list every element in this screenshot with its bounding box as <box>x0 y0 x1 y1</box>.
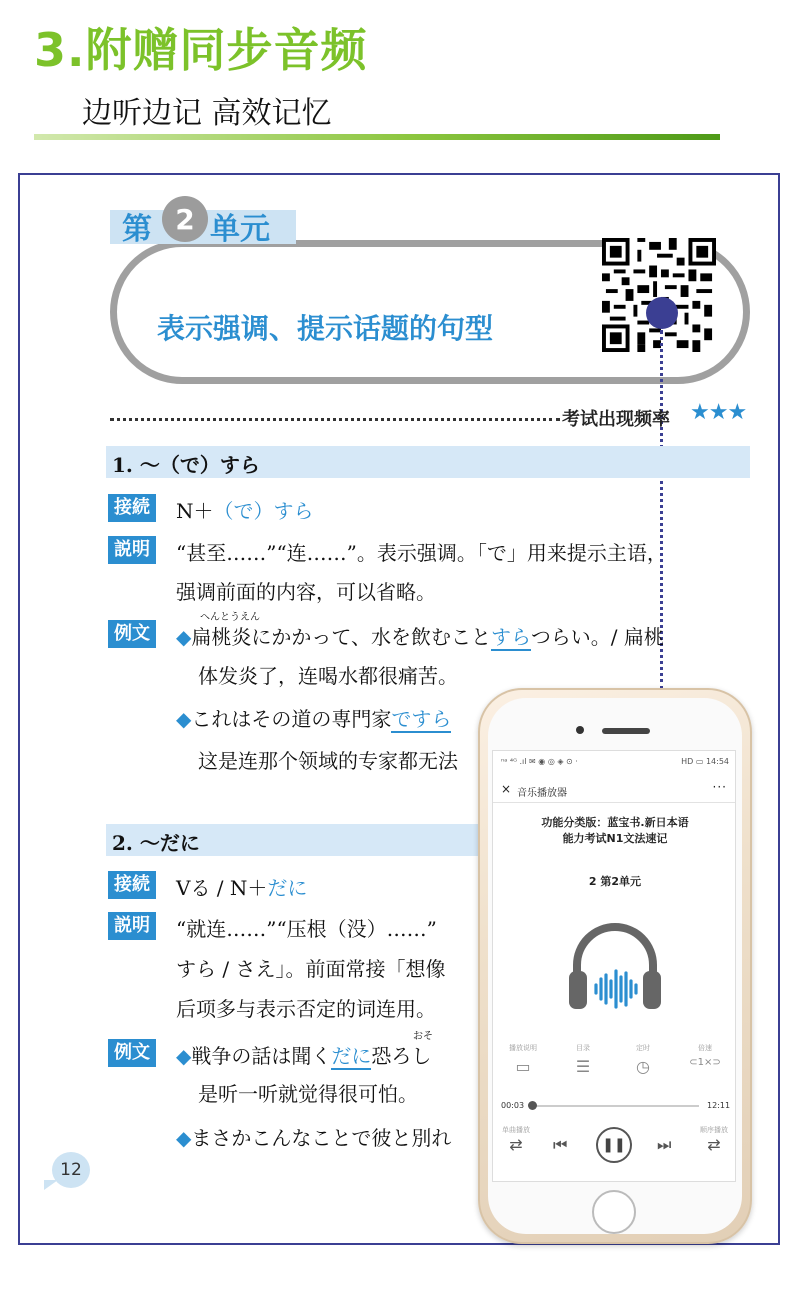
repeat-icon: ⇄ <box>509 1135 523 1154</box>
more-icon[interactable]: ··· <box>712 780 727 794</box>
jiezoku-pattern: （で）すら <box>213 499 314 523</box>
section-2-setsumei-line3: 后项多与表示否定的词连用。 <box>176 997 436 1021</box>
order-play-button[interactable]: 顺序播放 ⇄ <box>700 1126 728 1154</box>
play-instructions-button[interactable]: 播放说明 ▭ <box>501 1043 545 1076</box>
playback-row <box>493 1127 736 1171</box>
unit-number-badge: 2 <box>162 196 208 242</box>
section-1-example-1: ◆扁桃炎にかかって、水を飲むことすらつらい。/ 扁桃 <box>176 625 664 649</box>
current-time: 00:03 <box>501 1101 525 1110</box>
qr-code-icon <box>602 238 716 352</box>
headphones-icon <box>563 913 667 1017</box>
unit-suffix: 单元 <box>210 212 270 247</box>
section-2-ex1-ruby: おそ <box>413 1031 433 1042</box>
section-2-setsumei-line1: “就连……”“压根（没）……” <box>176 917 437 941</box>
header-divider <box>34 134 720 140</box>
app-bar <box>493 777 736 803</box>
section-2-setsumei-line2: すら / さえ」。前面常接「想像 <box>176 957 446 981</box>
section-2-example-1-translation: 是听一听就觉得很可怕。 <box>198 1082 418 1106</box>
progress-bar[interactable] <box>531 1105 699 1107</box>
section-1-setsumei-line1: “甚至……”“连……”。表示强调。「で」用来提示主语， <box>176 541 667 565</box>
catalog-button[interactable]: 目录 ☰ <box>561 1043 605 1076</box>
diamond-bullet-icon: ◆ <box>176 625 192 649</box>
page-header-title: 3.附赠同步音频 <box>34 23 368 77</box>
speed-icon: ⊂1×⊃ <box>689 1057 721 1068</box>
unit-topic: 表示强调、提示话题的句型 <box>157 312 494 345</box>
page-number: 12 <box>52 1152 90 1188</box>
single-loop-button[interactable]: 单曲播放 ⇄ <box>502 1126 530 1154</box>
section-2-jiezoku <box>176 872 307 901</box>
previous-icon[interactable]: ⏮ <box>553 1135 568 1154</box>
section-1-jiezoku-label: 接続 <box>108 494 156 522</box>
diamond-bullet-icon: ◆ <box>176 1126 192 1150</box>
keyword: だに <box>331 1044 372 1068</box>
total-time: 12:11 <box>707 1101 731 1110</box>
section-1-example-2-translation: 这是连那个领域的专家都无法 <box>198 749 458 773</box>
pause-button[interactable]: ❚❚ <box>596 1127 632 1163</box>
progress-knob[interactable] <box>528 1101 537 1110</box>
message-icon: ▭ <box>515 1057 531 1076</box>
diamond-bullet-icon: ◆ <box>176 1044 192 1068</box>
speed-button[interactable]: 倍速 ⊂1×⊃ <box>683 1043 727 1068</box>
jiezoku-n: Vる / N＋ <box>176 876 268 900</box>
section-1-reibun-label: 例文 <box>108 620 156 648</box>
diamond-bullet-icon: ◆ <box>176 707 192 731</box>
section-1-heading: 1. ～（で）すら <box>106 446 750 478</box>
keyword: すら <box>491 625 531 649</box>
speaker-grille <box>602 728 650 734</box>
section-1-ex1-ruby: へんとうえん <box>200 612 260 623</box>
frequency-label: 考试出现频率 <box>562 409 670 430</box>
section-2-setsumei-label: 説明 <box>108 912 156 940</box>
frequency-stars: ★★★ <box>690 400 747 425</box>
player-controls <box>493 1043 736 1079</box>
next-icon[interactable]: ⏭ <box>657 1135 672 1154</box>
jiezoku-pattern: だに <box>267 876 308 900</box>
section-2-reibun-label: 例文 <box>108 1039 156 1067</box>
section-2-heading: 2. ～だに <box>106 824 750 856</box>
section-2-jiezoku-label: 接続 <box>108 871 156 899</box>
section-1-jiezoku <box>176 495 314 524</box>
track-title: 2 第2单元 <box>588 875 642 888</box>
section-1-setsumei-label: 説明 <box>108 536 156 564</box>
qr-code[interactable] <box>602 238 716 352</box>
camera-icon <box>576 726 584 734</box>
section-1-example-1-translation: 体发炎了，连喝水都很痛苦。 <box>198 664 458 688</box>
jiezoku-n: N＋ <box>176 499 214 523</box>
unit-prefix: 第 <box>122 212 152 247</box>
keyword: ですら <box>391 707 452 731</box>
list-icon: ☰ <box>575 1057 591 1076</box>
qr-marker-dot <box>646 297 678 329</box>
status-bar <box>493 751 736 777</box>
home-button[interactable] <box>592 1190 636 1234</box>
timer-button[interactable]: 定时 ◷ <box>621 1043 665 1076</box>
close-icon[interactable]: × <box>501 782 512 796</box>
music-player-screen <box>492 750 736 1182</box>
page-header-subtitle: 边听边记 高效记忆 <box>82 96 332 131</box>
app-title: 音乐播放器 <box>517 788 567 799</box>
book-title: 功能分类版：蓝宝书.新日本语 能力考试N1文法速记 <box>541 816 689 845</box>
shuffle-icon: ⇄ <box>707 1135 721 1154</box>
section-1-setsumei-line2: 强调前面的内容，可以省略。 <box>176 580 436 604</box>
frequency-dotted-line <box>110 418 560 421</box>
section-1-example-2: ◆これはその道の専門家ですら <box>176 707 452 731</box>
clock-icon: ◷ <box>636 1057 650 1076</box>
status-left: ⁿᵃ ⁴ᴳ .ıl ✉ ◉ ◎ ◈ ⊙ · <box>501 757 578 766</box>
section-2-example-2: ◆まさかこんなことで彼と別れ <box>176 1126 452 1150</box>
status-right: HD ▭ 14:54 <box>681 757 729 766</box>
section-2-example-1: ◆戦争の話は聞くだに恐ろし <box>176 1044 432 1068</box>
